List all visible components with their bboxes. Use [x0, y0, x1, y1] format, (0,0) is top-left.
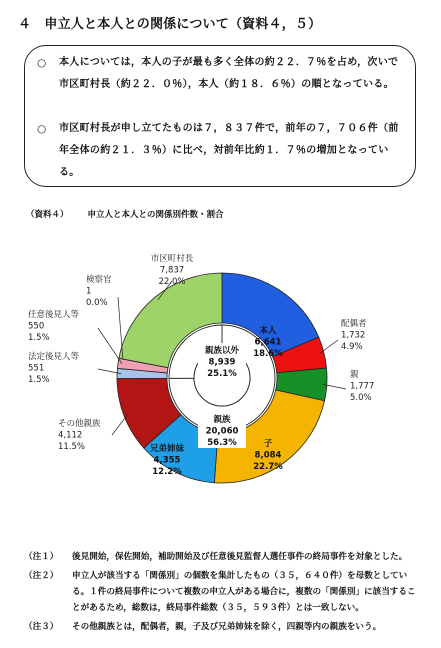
slice-label-6-name: 法定後見人等 [28, 352, 80, 362]
slice-label-5-count: 4,112 [58, 430, 83, 441]
chart-caption-title: 申立人と本人との関係別件数・割合 [87, 210, 224, 220]
summary-box [24, 45, 416, 187]
slice-label-3-name: 子 [263, 439, 273, 449]
inner-label-1-name: 親族以外 [204, 346, 240, 356]
relationship-donut-chart [0, 225, 441, 543]
section-heading: ４ 申立人と本人との関係について（資料４，５） [18, 17, 322, 32]
note-text: その他親族とは，配偶者，親，子及び兄弟姉妹を除く，四親等内の親族をいう。 [72, 622, 382, 632]
leader-line [112, 414, 128, 435]
slice-label-8-pct: 0.0% [86, 298, 108, 308]
slice-label-5-name: その他親族 [58, 419, 101, 429]
note-item [24, 619, 424, 635]
note-item [24, 549, 424, 565]
slice-label-1-name: 配偶者 [341, 319, 367, 329]
slice-label-4-pct: 12.2% [152, 467, 182, 477]
slice-label-8-name: 検察官 [86, 275, 112, 285]
circle-bullet-icon: ○ [37, 123, 47, 135]
slice-label-2-count: 1,777 [350, 381, 375, 392]
leader-line [118, 297, 123, 359]
slice-label-6-count: 551 [28, 363, 45, 374]
slice-label-8-count: 1 [86, 286, 92, 297]
slice-label-7-pct: 1.5% [28, 333, 50, 343]
note-id: （注１） [24, 552, 59, 562]
summary-text: 本人については，本人の子が最も多く全体の約２２．７％を占め，次いで市区町村長（約２２．０％），本人（約１８．６％）の順となっている。 [59, 57, 399, 90]
slice-label-1-pct: 4.9% [341, 342, 363, 352]
notes [24, 549, 424, 638]
slice-label-4-count: 4,355 [153, 455, 181, 466]
summary-bullet [37, 52, 407, 96]
slice-label-9-count: 7,837 [159, 265, 185, 276]
note-item [24, 568, 424, 616]
summary-text: 市区町村長が申し立てたものは７，８３７件で，前年の７，７０６件（前年全体の約２１．３％）に比べ，対前年比約１．７％の増加となっている。 [59, 123, 399, 178]
circle-bullet-icon: ○ [37, 57, 47, 69]
slice-label-9-name: 市区町村長 [150, 254, 194, 264]
slice-label-7-name: 任意後見人等 [28, 310, 80, 320]
chart-caption [26, 208, 240, 220]
slice-label-2-pct: 5.0% [350, 393, 372, 403]
slice-label-3-pct: 22.7% [253, 462, 283, 472]
slice-label-9-pct: 22.0% [158, 277, 186, 287]
inner-label-0-count: 20,060 [205, 426, 239, 437]
note-text: 申立人が該当する「関係別」の個数を集計したもの（３５，６４０件）を母数としている。１件の終局事件について複数の申立人がある場合に，複数の「関係別」に該当することがあるため，総数は，終局事件総数（３５，５９３件）とは一致しない。 [72, 571, 416, 613]
slice-label-5-pct: 11.5% [58, 442, 86, 452]
slice-label-0-pct: 18.6% [253, 349, 283, 359]
note-text: 後見開始，保佐開始，補助開始及び任意後見監督人選任事件の終局事件を対象とした。 [72, 552, 408, 562]
chart-caption-id: （資料４） [26, 210, 69, 220]
slice-label-4-name: 兄弟姉妹 [149, 444, 185, 454]
leader-line [320, 340, 338, 353]
note-id: （注２） [24, 571, 59, 581]
inner-label-1-count: 8,939 [208, 357, 236, 368]
slice-label-7-count: 550 [28, 321, 45, 332]
slice-label-3-count: 8,084 [254, 450, 282, 461]
slice-label-1-count: 1,732 [341, 330, 366, 341]
summary-bullet [37, 118, 407, 184]
slice-label-6-pct: 1.5% [28, 375, 50, 385]
slice-label-2-name: 親 [350, 370, 359, 380]
inner-label-0-pct: 56.3% [207, 438, 237, 448]
note-id: （注３） [24, 622, 59, 632]
leader-line [98, 328, 122, 364]
inner-label-0-name: 親族 [213, 415, 231, 425]
inner-label-1-pct: 25.1% [207, 369, 237, 379]
slice-label-0-name: 本人 [259, 326, 277, 336]
slice-label-0-count: 6,641 [254, 337, 282, 348]
